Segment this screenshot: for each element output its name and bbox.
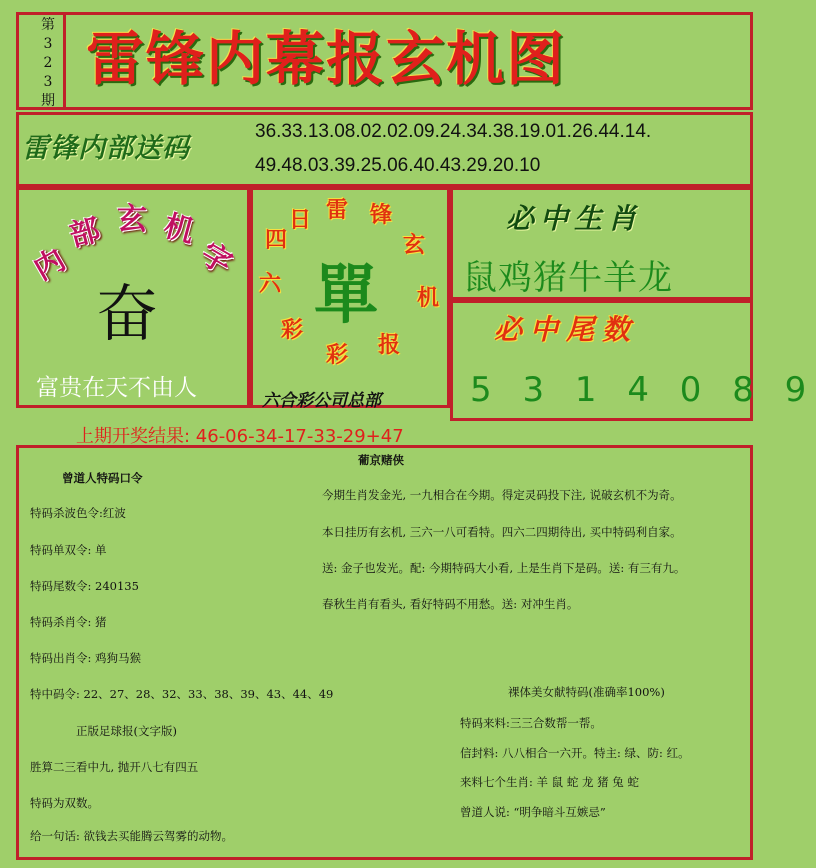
ring-char: 雷 [325,197,348,223]
last-result: 上期开奖结果: 46-06-34-17-33-29+47 [76,426,404,447]
ring-char: 日 [288,207,311,233]
page-title [86,24,566,94]
arc-char: 内 [28,242,72,288]
issue-char: 2 [43,55,53,71]
right2-line: 特码来料:三三合数帮一帮。 [460,716,602,730]
title-char: 锋 [146,25,207,93]
title-char: 雷 [86,25,147,93]
title-char: 内 [206,25,267,93]
secret-word-caption: 富贵在天不由人 [36,375,197,401]
right-line: 送: 金子也发光。配: 今期特码大小看, 上是生肖下是码。送: 有三有九。 [322,561,686,575]
arc-char: 机 [160,208,199,251]
right2-line: 曾道人说: “明争暗斗互嫉忌” [460,805,606,819]
ring-char: 玄 [402,232,425,258]
left-line: 特码为双数。 [30,796,99,810]
ring-char: 六 [258,271,281,297]
title-char: 玄 [386,25,447,93]
arc-char: 玄 [117,202,147,237]
arc-char: 字 [194,236,238,282]
issue-char: 期 [41,93,55,109]
issue-char: 第 [41,17,55,33]
left-line: 特码出肖令: 鸡狗马猴 [30,651,142,665]
right-title: 葡京赌侠 [358,453,404,467]
right-line: 今期生肖发金光, 一九相合在今期。得定灵码投下注, 说破玄机不为奇。 [322,488,682,502]
right-line: 本日挂历有玄机, 三六一八可看特。四六二四期待出, 买中特码利自家。 [322,525,682,539]
issue-char: 3 [43,74,53,90]
issue-char: 3 [43,36,53,52]
center-main-char: 單 [314,258,378,333]
arc-char: 部 [65,212,104,255]
right2-title: 裸体美女献特码(准确率100%) [508,685,665,699]
ring-char: 彩 [325,342,348,368]
right-line: 春秋生肖有看头, 看好特码不用愁。送: 对冲生肖。 [322,597,579,611]
left-line: 特中码令: 22、27、28、32、33、38、39、43、44、49 [30,687,334,701]
numbers-line-2: 49.48.03.39.25.06.40.43.29.20.10 [255,155,541,176]
issue-label [36,16,60,111]
right2-line: 信封料: 八八相合一六开。特主: 绿、防: 红。 [460,746,690,760]
tail-values: 5 3 1 4 0 8 9 [470,370,816,410]
zodiac-heading: 必中生肖 [506,202,643,235]
numbers-line-1: 36.33.13.08.02.02.09.24.34.38.19.01.26.44.14. [255,121,652,142]
left-line: 特码单双令: 单 [30,543,107,557]
left-line: 给一句话: 欲钱去买能腾云驾雾的动物。 [30,829,234,843]
ring-char: 机 [416,285,439,311]
numbers-label: 雷锋内部送码 [22,133,190,164]
left-title: 曾道人特码口令 [62,471,143,485]
title-char: 幕 [266,25,327,93]
ring-char: 彩 [280,317,303,343]
title-char: 图 [506,25,567,93]
title-char: 机 [446,25,507,93]
center-footer: 六合彩公司总部 [262,391,381,411]
left-line: 特码尾数令: 240135 [30,579,139,593]
left-line: 特码杀肖令: 猪 [30,615,107,629]
left-line: 胜算二三看中九, 抛开八七有四五 [30,760,199,774]
tail-heading: 必中尾数 [494,313,639,346]
left-subtitle: 正版足球报(文字版) [76,724,177,738]
right2-line: 来料七个生肖: 羊 鼠 蛇 龙 猪 兔 蛇 [460,775,639,789]
ring-char: 四 [264,227,287,253]
ring-char: 报 [377,332,400,358]
title-char: 报 [326,25,387,93]
secret-word: 奋 [96,277,159,350]
zodiac-values: 鼠鸡猪牛羊龙 [463,258,673,298]
left-line: 特码杀波色令:红波 [30,506,126,520]
ring-char: 锋 [369,202,392,228]
